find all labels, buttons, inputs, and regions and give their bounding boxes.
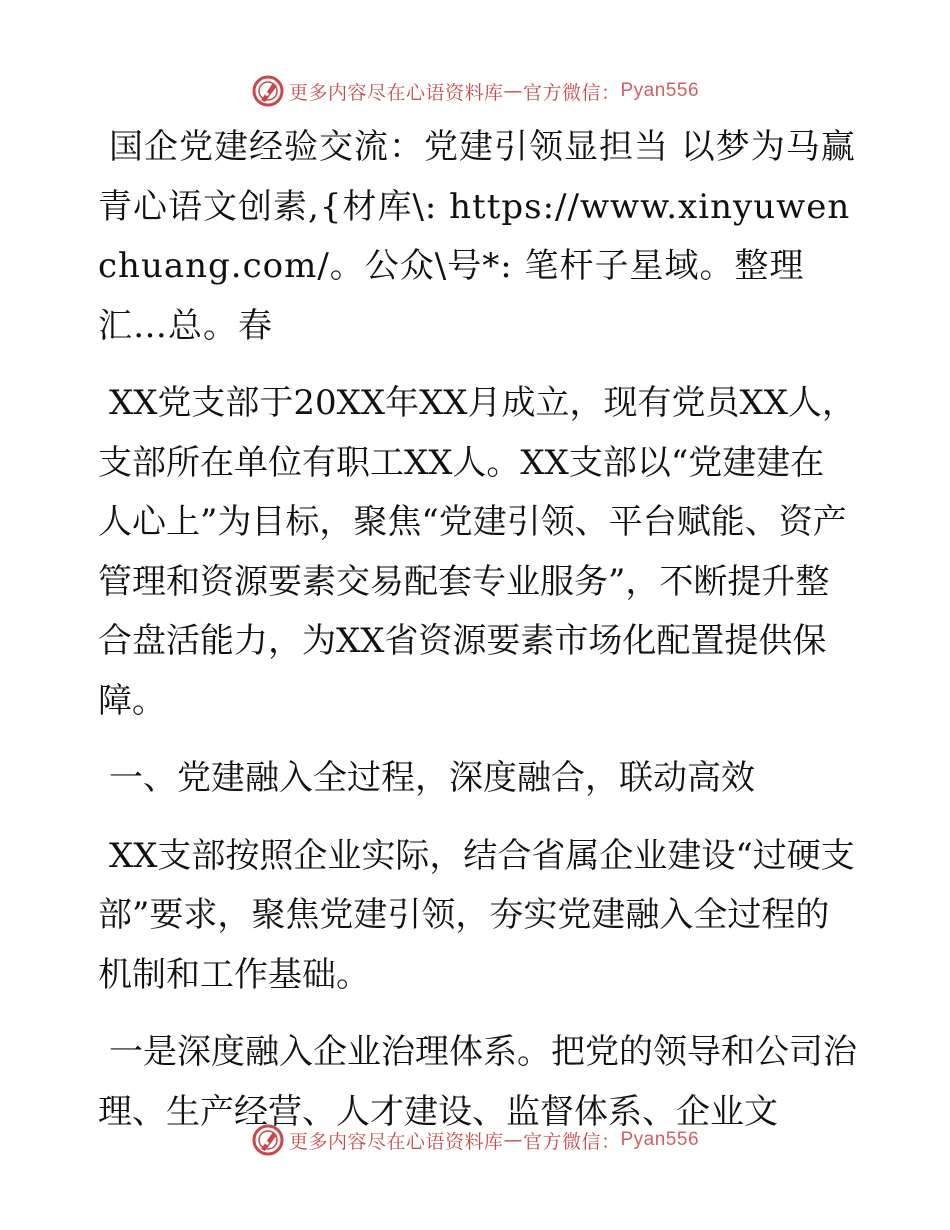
watermark-wechat-label: 官方微信： bbox=[522, 1130, 621, 1153]
watermark-dash: — bbox=[503, 80, 523, 102]
pen-nib-logo-icon bbox=[251, 1123, 285, 1157]
watermark-text: 更多内容尽在心语资料库 bbox=[288, 1130, 504, 1153]
watermark-text: 更多内容尽在心语资料库 bbox=[288, 81, 504, 104]
watermark-wechat-label: 官方微信： bbox=[522, 81, 621, 104]
body-paragraph: XX支部按照企业实际，结合省属企业建设“过硬支部”要求，聚焦党建引领，夯实党建融入全过程的机制和工作基础。 bbox=[98, 835, 855, 995]
watermark-footer bbox=[0, 1120, 950, 1160]
watermark-header bbox=[0, 71, 950, 111]
body-paragraph: XX党支部于20XX年XX月成立，现有党员XX人，支部所在单位有职工XX人。XX支部以“党建建在人心上”为目标，聚焦“党建引领、平台赋能、资产管理和资源要素交易配套专业服务”，不断提升整合盘活能力，为XX省资源要素市场化配置提供保障。 bbox=[98, 383, 856, 721]
pen-nib-logo-icon bbox=[251, 74, 285, 108]
section-heading: 一、党建融入全过程，深度融合，联动高效 bbox=[109, 758, 755, 798]
watermark-wechat-id: Pyan556 bbox=[620, 1129, 700, 1150]
watermark-dash: — bbox=[503, 1129, 523, 1151]
watermark-wechat-id: Pyan556 bbox=[620, 80, 700, 101]
document-body bbox=[98, 118, 858, 1142]
body-paragraph: 一是深度融入企业治理体系。把党的领导和公司治理、生产经营、人才建设、监督体系、企业文 bbox=[98, 1032, 857, 1132]
title-paragraph: 国企党建经验交流：党建引领显担当 以梦为马赢青心语文创素,{材库\: https://www.xinyuwenchuang.com/。公众\号*: 笔杆子星域。整理汇…总。春 bbox=[98, 127, 856, 346]
